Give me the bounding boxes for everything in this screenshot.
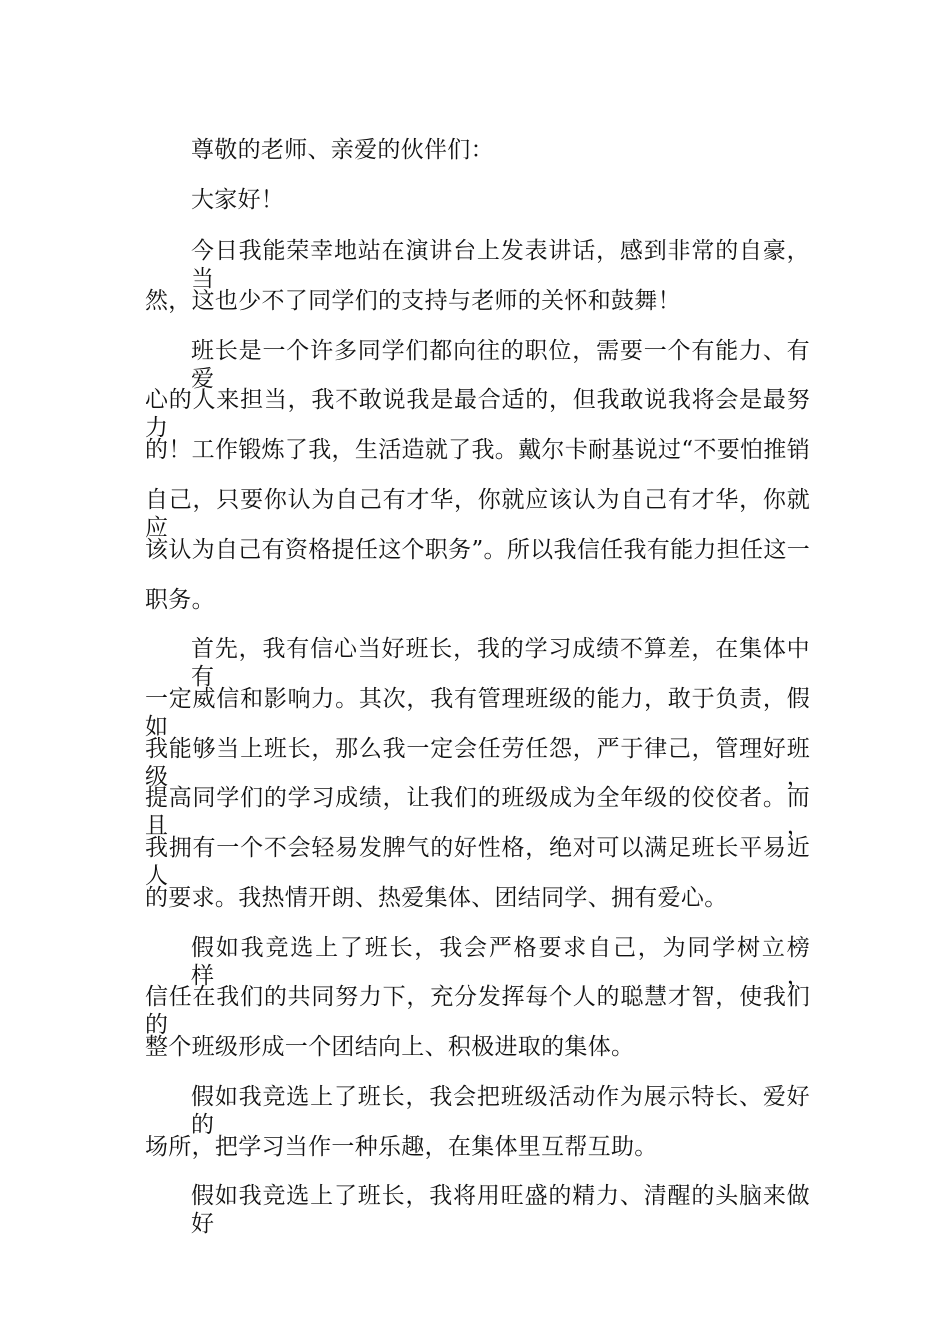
paragraph-line: 班长是一个许多同学们都向往的职位，需要一个有能力、有爱 [191,338,810,392]
greeting-line: 尊敬的老师、亲爱的伙伴们： [191,137,494,163]
paragraph-line: 职务。 [145,587,215,613]
paragraph-line: 我拥有一个不会轻易发脾气的好性格，绝对可以满足班长平易近人 [145,835,810,889]
paragraph-line: 自己，只要你认为自己有才华，你就应该认为自己有才华，你就应 [145,487,810,541]
paragraph-line: 心的人来担当，我不敢说我是最合适的，但我敢说我将会是最努力 [145,387,810,441]
hello-line: 大家好！ [191,187,285,213]
paragraph-line: 假如我竞选上了班长，我将用旺盛的精力、清醒的头脑来做好 [191,1183,810,1237]
paragraph-line: 首先，我有信心当好班长，我的学习成绩不算差，在集体中有 [191,636,810,690]
paragraph-line: 假如我竞选上了班长，我会把班级活动作为展示特长、爱好的 [191,1084,810,1138]
paragraph-line: 该认为自己有资格提任这个职务”。所以我信任我有能力担任这一 [145,537,810,563]
paragraph-line: 的要求。我热情开朗、热爱集体、团结同学、拥有爱心。 [145,885,728,911]
paragraph-line: 我能够当上班长，那么我一定会任劳任怨，严于律己，管理好班级， [145,736,810,790]
paragraph-line: 今日我能荣幸地站在演讲台上发表讲话，感到非常的自豪，当 [191,238,810,292]
paragraph-line: 一定威信和影响力。其次，我有管理班级的能力，敢于负责，假如 [145,686,810,740]
paragraph-line: 然，这也少不了同学们的支持与老师的关怀和鼓舞！ [145,288,681,314]
paragraph-line: 假如我竞选上了班长，我会严格要求自己，为同学树立榜样， [191,935,810,989]
paragraph-line: 整个班级形成一个团结向上、积极进取的集体。 [145,1034,635,1060]
paragraph-line: 提高同学们的学习成绩，让我们的班级成为全年级的佼佼者。而且， [145,785,810,839]
paragraph-line: 的！工作锻炼了我，生活造就了我。戴尔卡耐基说过“不要怕推销 [145,437,810,463]
paragraph-line: 信任在我们的共同努力下，充分发挥每个人的聪慧才智，使我们的 [145,984,810,1038]
paragraph-line: 场所，把学习当作一种乐趣，在集体里互帮互助。 [145,1134,658,1160]
